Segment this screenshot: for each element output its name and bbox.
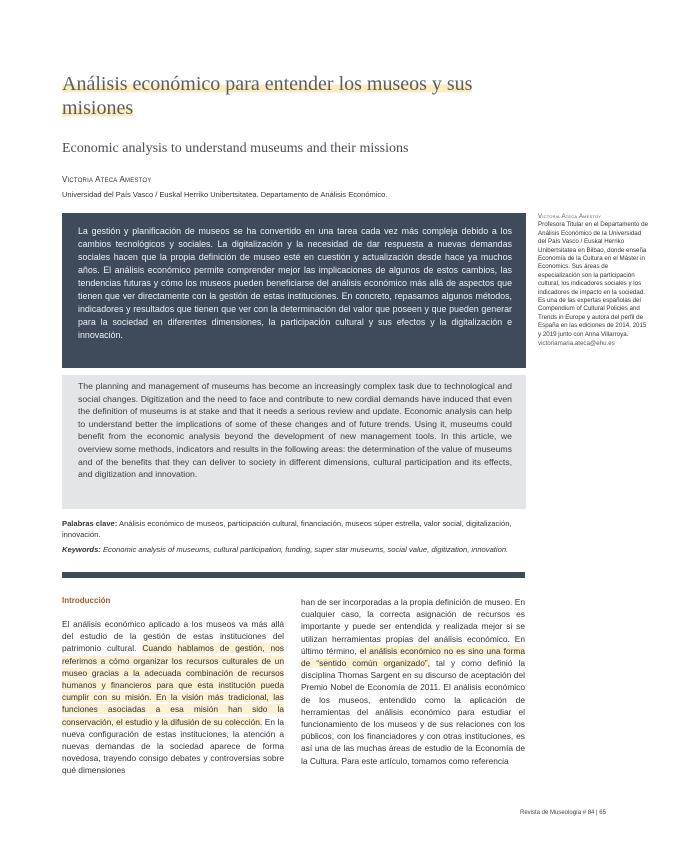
abstract-english-text: The planning and management of museums has become an increasingly complex task due to technological and social changes. Digitization and the need to face and contribute to new cordial demands have induced that even the definition of museums is at stake and that it needs a serious review and update. Economic analysis can help to understand better the implications of some of these changes and of future trends. Using it, museums could benefit from the economic analysis beyond the development of new management tools. In this article, we overview some methods, indicators and results in the following areas: the determination of the value of museums and of the benefits that they can deliver to society in different dimensions, cultural participation and its effects, and digitization and innovation. (78, 381, 512, 480)
sidebar-author-name: Victoria Ateca Amestoy (538, 213, 602, 220)
sidebar-author-email[interactable]: victoriamaria.ateca@ehu.es (538, 340, 615, 348)
author-affiliation: Universidad del País Vasco / Euskal Herriko Unibertsitatea. Departamento de Análisis Económico. (62, 190, 388, 199)
section-divider (62, 572, 525, 578)
abstract-spanish-text: La gestión y planificación de museos se ha convertido en una tarea cada vez más compleja debido a los cambios tecnológicos y sociales. La digitalización y la necesidad de dar respuesta a nuevas demandas sociales hacen que la propia definición de museo esté en cuestión y actualización desde hace ya muchos años. El análisis económico permite comprender mejor las implicaciones de algunos de estos cambios, las tendencias futuras y cómo los museos pueden beneficiarse del análisis económico más allá de aspectos que tienen que ver directamente con la gestión de estas instituciones. En concreto, repasamos algunos métodos, indicadores y resultados que tienen que ver con la determinación del valor que poseen y que pueden generar para la sociedad en diferentes dimensiones, la participación cultural y sus efectos y la digitalización e innovación. (78, 226, 512, 340)
body-text: El análisis económico aplicado a los museos va más allá del estudio de la gestión de estas instituciones del patrimonio cultural. (62, 619, 284, 654)
author-name: Victoria Ateca Amestoy (62, 175, 152, 184)
body-column-left (62, 618, 284, 777)
keywords-english (62, 544, 532, 555)
highlighted-text: Cuando hablamos de gestión, nos referimos a cómo organizar los recursos culturales de un museo gracias a la adecuada combinación de recursos humanos y financieros para que esta institución pueda cumplir con su misión. En la visión más tradicional, las funciones asociadas a esa misión han sido la conservación, el estudio y la difusión de su colección. (62, 643, 284, 727)
page-footer: Revista de Museología # 84 | 65 (520, 810, 606, 816)
body-text: En la nueva configuración de estas instituciones, la atención a nuevas demandas de la sociedad aparece de forma novedosa, trayendo consigo debates y controversias sobre qué dimensiones (62, 716, 285, 776)
body-text: han de ser incorporadas a la propia definición de museo. En cualquier caso, la correcta asignación de recursos es importante y puede ser entendida y realizada mejor si se utilizan herramientas propias del análisis económico. En último término, (301, 597, 525, 656)
body-column-right (301, 596, 525, 767)
keywords-spanish-label: Palabras clave: (62, 519, 118, 528)
body-text: tal y como definió la disciplina Thomas Sargent en su discurso de aceptación del Premio Nobel de Economía de 2011. El análisis económico de los museos, entendido como la aplicación de herramientas del análisis económico para estudiar el funcionamiento de los museos y de sus relaciones con los públicos, con los financiadores y con otras instituciones, es así una de las muchas áreas de estudio de la Economía de la Cultura. Para este artículo, tomamos como referencia (301, 658, 525, 766)
article-title: Análisis económico para entender los museos y sus misiones (62, 73, 473, 119)
keywords-spanish-text: Análisis económico de museos, participación cultural, financiación, museos súper estrella, valor social, digitalización, innovación. (62, 519, 512, 539)
highlighted-text: el análisis económico no es sino una forma de “sentido común organizado”, (301, 645, 525, 669)
keywords-spanish (62, 518, 532, 540)
abstract-spanish (62, 213, 526, 368)
author-bio-sidebar (538, 213, 650, 349)
abstract-english (62, 375, 526, 509)
keywords-english-text: Economic analysis of museums, cultural participation, funding, super star museums, social value, digitization, innovation. (102, 545, 509, 554)
section-heading: Introducción (62, 596, 111, 605)
sidebar-author-bio: Profesora Titular en el Departamento de Análisis Económico de la Universidad del País Vasco / Euskal Herriko Unibertsitatea en Bilbao, donde enseña Economía de la Cultura en el Máster in Economics. Sus áreas de especialización son la participación cultural, los indicadores sociales y los indicadores de impacto en la sociedad. Es una de las expertas españolas del Compendium of Cultural Policies and Trends in Europe y autora del perfil de España en las ediciones de 2014, 2015 y 2019 junto con Anna Villarroya. (538, 221, 649, 338)
keywords-english-label: Keywords: (62, 545, 101, 554)
article-subtitle: Economic analysis to understand museums and their missions (62, 141, 409, 156)
